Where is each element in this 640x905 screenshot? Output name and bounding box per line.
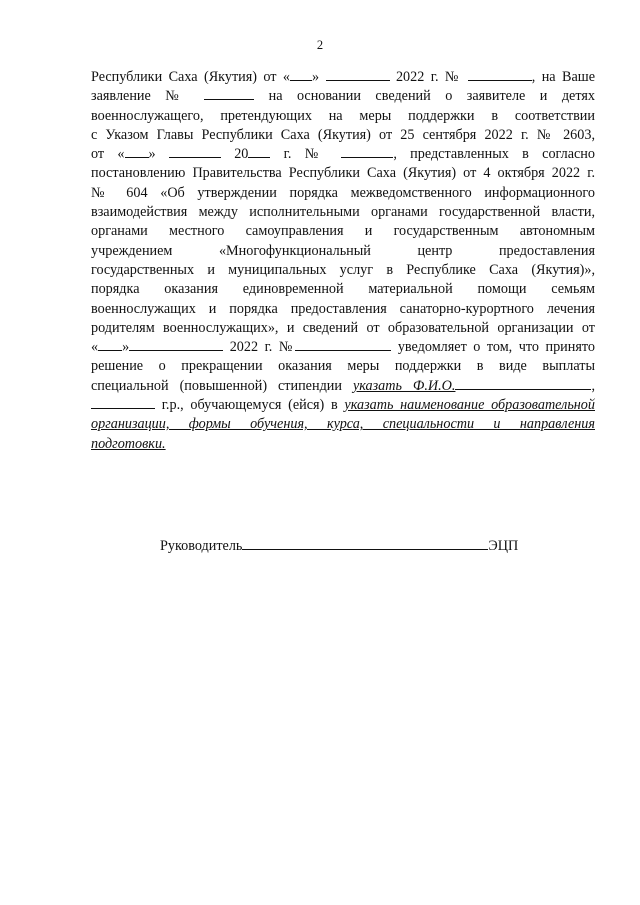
text-run: решение о прекращении оказания меры поддержки в виде выплаты xyxy=(91,358,595,375)
text-run: г. № xyxy=(270,146,342,163)
text-line xyxy=(91,242,595,261)
placeholder-instruction: организации, формы обучения, курса, специальности и направления xyxy=(91,416,595,433)
text-run: с Указом Главы Республики Саха (Якутия) от 25 сентября 2022 г. № 2603, xyxy=(91,126,595,143)
text-run: порядка оказания единовременной материальной помощи семьям xyxy=(91,281,595,298)
text-run: 2022 г. № xyxy=(389,69,468,85)
text-line xyxy=(91,319,595,338)
fill-in-blank xyxy=(468,68,532,81)
text-line xyxy=(91,126,595,145)
placeholder-instruction: указать Ф.И.О. xyxy=(352,377,456,394)
text-run: органами местного самоуправления и государственным автономным xyxy=(91,223,595,240)
text-line xyxy=(91,164,595,183)
text-line xyxy=(91,145,595,164)
text-line xyxy=(91,68,595,87)
text-run: заявление № xyxy=(91,88,205,105)
fill-in-blank xyxy=(295,338,391,351)
text-line xyxy=(91,184,595,203)
text-line xyxy=(91,300,595,319)
fill-in-blank xyxy=(341,145,393,158)
text-line xyxy=(91,377,595,396)
text-line xyxy=(91,222,595,241)
text-run: » xyxy=(122,339,130,356)
text-run: родителям военнослужащих», и сведений от образовательной организации от xyxy=(91,319,595,336)
text-run: взаимодействия между исполнительными органами государственной власти, xyxy=(91,204,595,221)
text-run: 2022 г. № xyxy=(223,339,296,356)
fill-in-blank xyxy=(125,145,149,158)
text-line xyxy=(91,87,595,106)
fill-in-blank xyxy=(129,338,223,351)
text-run: , xyxy=(591,377,595,394)
fill-in-blank xyxy=(98,338,122,351)
text-run: г.р., обучающемуся (ейся) в xyxy=(155,397,345,414)
signature-line xyxy=(242,537,488,550)
text-run: « xyxy=(91,339,99,356)
text-run: Республики Саха (Якутия) от « xyxy=(91,69,291,85)
text-run: учреждением «Многофункциональный центр предоставления xyxy=(91,242,595,259)
text-run: государственных и муниципальных услуг в Республике Саха (Якутия)», xyxy=(91,261,595,278)
text-line xyxy=(91,396,595,415)
text-line xyxy=(91,415,595,434)
text-line xyxy=(91,280,595,299)
text-run: на основании сведений о заявителе и детях xyxy=(254,88,595,105)
fill-in-blank xyxy=(169,145,221,158)
text-run: № 604 «Об утверждении порядка межведомственного информационного xyxy=(91,184,595,201)
text-run: , представленных в согласно xyxy=(393,146,595,163)
fill-in-blank xyxy=(455,377,591,390)
fill-in-blank xyxy=(248,145,270,158)
signature-suffix: ЭЦП xyxy=(488,538,519,554)
placeholder-instruction: указать наименование образовательной xyxy=(344,397,595,414)
fill-in-blank xyxy=(204,87,254,100)
text-run: уведомляет о том, что принято xyxy=(391,339,595,356)
text-line xyxy=(91,338,595,357)
fill-in-blank xyxy=(326,68,390,81)
text-run: » xyxy=(148,146,169,163)
text-run: постановлению Правительства Республики Саха (Якутия) от 4 октября 2022 г. xyxy=(91,165,595,182)
text-run: военнослужащих и порядка предоставления санаторно-курортного лечения xyxy=(91,300,595,317)
text-line xyxy=(91,261,595,280)
text-line xyxy=(91,435,595,454)
text-run: специальной (повышенной) стипендии xyxy=(91,377,353,394)
text-run: , на Ваше xyxy=(531,69,595,85)
fill-in-blank xyxy=(290,68,312,81)
text-line xyxy=(91,357,595,376)
fill-in-blank xyxy=(91,396,155,409)
placeholder-instruction: подготовки. xyxy=(91,435,166,452)
text-run: военнослужащего, претендующих на меры поддержки в соответствии xyxy=(91,107,595,124)
text-run: » xyxy=(312,69,326,85)
signature-label: Руководитель xyxy=(160,538,243,554)
signature-block xyxy=(160,537,518,555)
text-line xyxy=(91,107,595,126)
notification-paragraph xyxy=(91,68,595,454)
page-number: 2 xyxy=(316,38,324,52)
text-run: 20 xyxy=(220,146,249,163)
text-run: от « xyxy=(91,146,125,163)
text-line xyxy=(91,203,595,222)
